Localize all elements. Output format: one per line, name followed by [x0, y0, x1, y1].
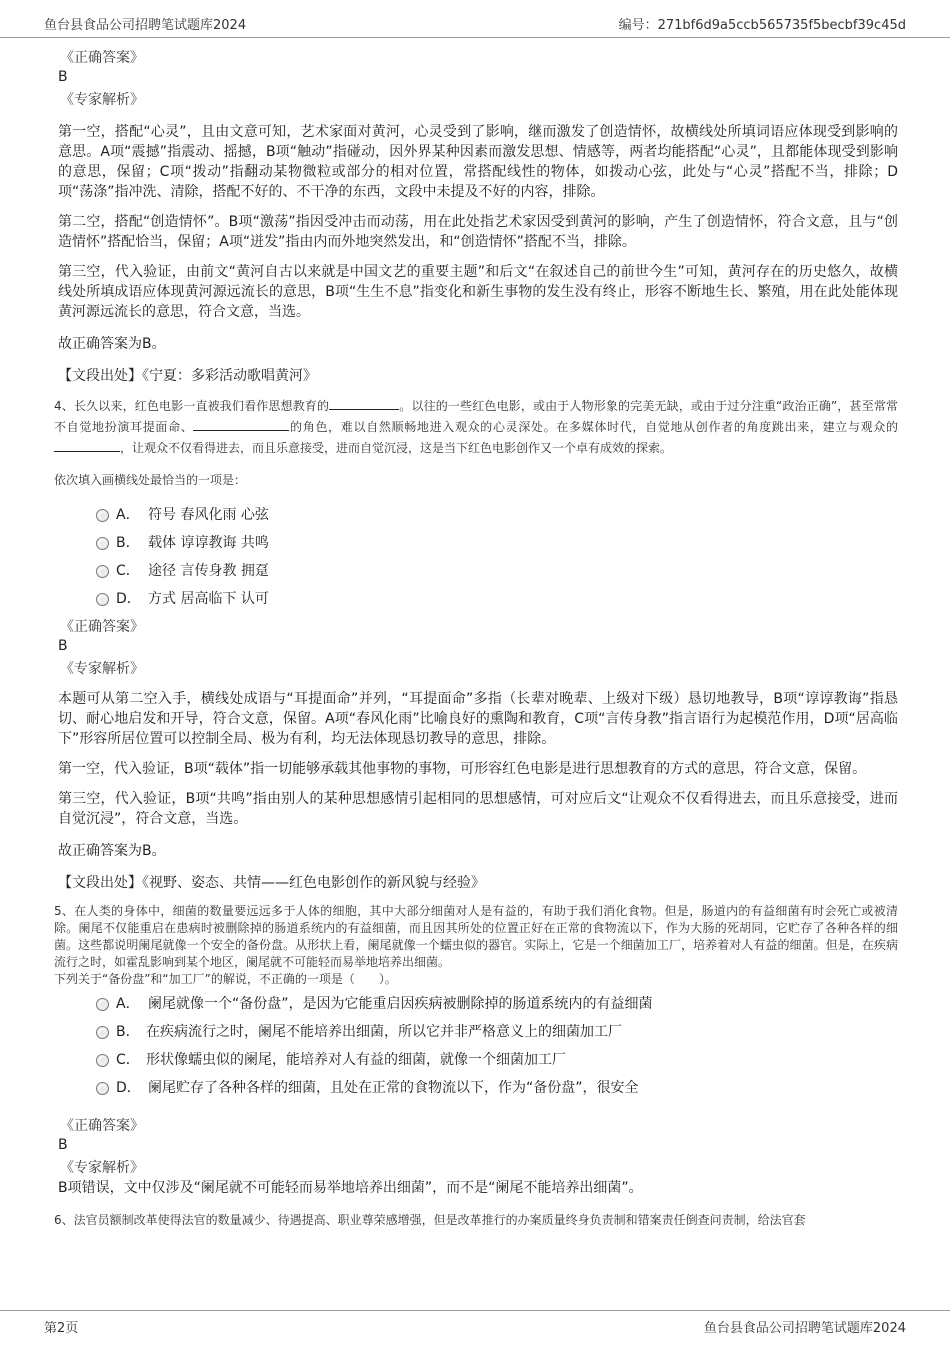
q4-analysis-paragraph: 第三空，代入验证，B项“共鸣”指由别人的某种思想感情引起相同的思想感情，可对应后文“让观众不仅看得进去，而且乐意接受，进而自觉沉浸”，符合文意，当选。	[58, 791, 898, 827]
correct-answer-label: 《正确答案》	[60, 50, 144, 66]
option-a[interactable]: A． 符号 春风化雨 心弦	[96, 501, 898, 529]
q5-prompt: 下列关于“备份盘”和“加工厂”的解说，不正确的一项是（ ）。	[54, 972, 397, 986]
document-code: 编号：271bf6d9a5ccb565735f5becbf39c45d	[618, 18, 906, 33]
page-footer	[0, 1310, 950, 1345]
q3-analysis-paragraph: 第一空，搭配“心灵”，且由文意可知，艺术家面对黄河，心灵受到了影响，继而激发了创造情怀，故横线处所填词语应体现受到影响的意思。A项“震撼”指震动、摇撼，B项“触动”指碰动，因外界某种因素而激发思想、情感等，两者均能搭配“心灵”，且都能体现受到影响的意思，保留；C项“拨动”指翻动某物微粒或部分的相对位置，常搭配线性的物体，如拨动心弦，此处与“心灵”搭配不当，排除；D项“荡涤”指冲洗、清除，搭配不好的、不干净的东西，文段中未提及不好的内容，排除。	[58, 124, 898, 200]
option-c[interactable]: C． 形状像蠕虫似的阑尾，能培养对人有益的细菌，就像一个细菌加工厂	[96, 1046, 898, 1074]
q4-analysis-paragraph: 本题可从第二空入手，横线处成语与“耳提面命”并列，“耳提面命”多指（长辈对晚辈、上级对下级）恳切地教导，B项“谆谆教诲”指恳切、耐心地启发和开导，符合文意，保留。A项“春风化雨”比喻良好的熏陶和教育，C项“言传身教”指言语行为起模范作用，D项“居高临下”形容所居位置可以控制全局、极为有利，均无法体现恳切教导的意思，排除。	[58, 691, 898, 747]
q4-answer: B	[58, 638, 68, 654]
radio-button[interactable]	[96, 593, 109, 606]
q3-answer: B	[58, 69, 68, 85]
radio-button[interactable]	[96, 565, 109, 578]
q4-analysis-paragraph: 第一空，代入验证，B项“载体”指一切能够承载其他事物的事物，可形容红色电影是进行思想教育的方式的意思，符合文意，保留。	[58, 761, 867, 777]
expert-analysis-label: 《专家解析》	[60, 661, 144, 677]
radio-button[interactable]	[96, 1082, 109, 1095]
fill-blank	[329, 397, 399, 410]
correct-answer-label: 《正确答案》	[60, 1118, 144, 1134]
expert-analysis-label: 《专家解析》	[60, 1160, 144, 1176]
q5-number: 5、	[54, 904, 75, 918]
option-b[interactable]: B． 载体 谆谆教诲 共鸣	[96, 529, 898, 557]
q4-conclusion: 故正确答案为B。	[58, 843, 166, 859]
correct-answer-label: 《正确答案》	[60, 619, 144, 635]
fill-blank	[193, 418, 289, 431]
q3-source: 【文段出处】《宁夏：多彩活动歌唱黄河》	[58, 368, 317, 384]
q6-number: 6、	[54, 1213, 74, 1227]
header-title: 鱼台县食品公司招聘笔试题库2024	[44, 18, 247, 33]
radio-button[interactable]	[96, 509, 109, 522]
q3-analysis-paragraph: 第二空，搭配“创造情怀”。B项“激荡”指因受冲击而动荡，用在此处指艺术家因受到黄河的影响，产生了创造情怀，符合文意，且与“创造情怀”搭配恰当，保留；A项“迸发”指由内而外地突然发出，和“创造情怀”搭配不当，排除。	[58, 214, 898, 250]
q3-conclusion: 故正确答案为B。	[58, 336, 166, 352]
expert-analysis-label: 《专家解析》	[60, 92, 144, 108]
q5-answer: B	[58, 1137, 68, 1153]
option-c[interactable]: C． 途径 言传身教 拥趸	[96, 557, 898, 585]
q6-question-text: 6、法官员额制改革使得法官的数量减少、待遇提高、职业尊荣感增强，但是改革推行的办案质量终身负责制和错案责任倒查问责制，给法官套	[54, 1213, 806, 1227]
radio-button[interactable]	[96, 537, 109, 550]
option-b[interactable]: B． 在疾病流行之时，阑尾不能培养出细菌，所以它并非严格意义上的细菌加工厂	[96, 1018, 898, 1046]
radio-button[interactable]	[96, 1026, 109, 1039]
page-header	[0, 0, 950, 38]
q4-question-text: 4、长久以来，红色电影一直被我们看作思想教育的 。以往的一些红色电影，或由于人物形象的完美无缺，或由于过分注重“政治正确”，甚至常常不自觉地扮演耳提面命、 的角色，难以自然顺畅地进入观众的心灵深处。在多媒体时代，自觉地从创作者的角度跳出来，建立与观众的，让观众不仅看得进去，而且乐意接受，进而自觉沉浸，这是当下红色电影创作又一个卓有成效的探索。	[54, 399, 898, 455]
document-content	[54, 44, 898, 1231]
option-a[interactable]: A． 阑尾就像一个“备份盘”，是因为它能重启因疾病被删除掉的肠道系统内的有益细菌	[96, 990, 898, 1018]
q5-options	[96, 990, 898, 1102]
option-d[interactable]: D． 方式 居高临下 认可	[96, 585, 898, 613]
q5-analysis: B项错误，文中仅涉及“阑尾就不可能轻而易举地培养出细菌”，而不是“阑尾不能培养出细菌”。	[58, 1180, 643, 1196]
radio-button[interactable]	[96, 998, 109, 1011]
radio-button[interactable]	[96, 1054, 109, 1067]
q4-options	[96, 501, 898, 613]
q5-question-text: 5、在人类的身体中，细菌的数量要远远多于人体的细胞，其中大部分细菌对人是有益的，有助于我们消化食物。但是，肠道内的有益细菌有时会死亡或被清除。阑尾不仅能重启在患病时被删除掉的肠道系统内的有益细菌，而且因其所处的位置正好在正常的食物流以下，作为大肠的死胡同，它贮存了各种各样的细菌。这些都说明阑尾就像一个安全的备份盘。从形状上看，阑尾就像一个蠕虫似的器官。实际上，它是一个细菌加工厂，培养着对人有益的细菌。但是，在疾病流行之时，如霍乱影响到某个地区，阑尾就不可能轻而易举地培养出细菌。	[54, 904, 898, 969]
q4-prompt: 依次填入画横线处最恰当的一项是：	[54, 473, 247, 487]
option-d[interactable]: D． 阑尾贮存了各种各样的细菌，且处在正常的食物流以下，作为“备份盘”，很安全	[96, 1074, 898, 1102]
page-number: 第2页	[44, 1321, 79, 1336]
q4-number: 4、	[54, 399, 74, 413]
fill-blank	[54, 439, 120, 452]
q4-source: 【文段出处】《视野、姿态、共情——红色电影创作的新风貌与经验》	[58, 875, 485, 891]
q3-analysis-paragraph: 第三空，代入验证，由前文“黄河自古以来就是中国文艺的重要主题”和后文“在叙述自己的前世今生”可知，黄河存在的历史悠久，故横线处所填成语应体现黄河源远流长的意思，B项“生生不息”指变化和新生事物的发生没有终止，形容不断地生长、繁殖，用在此处能体现黄河源远流长的意思，符合文意，当选。	[58, 264, 898, 320]
footer-title: 鱼台县食品公司招聘笔试题库2024	[703, 1321, 906, 1336]
